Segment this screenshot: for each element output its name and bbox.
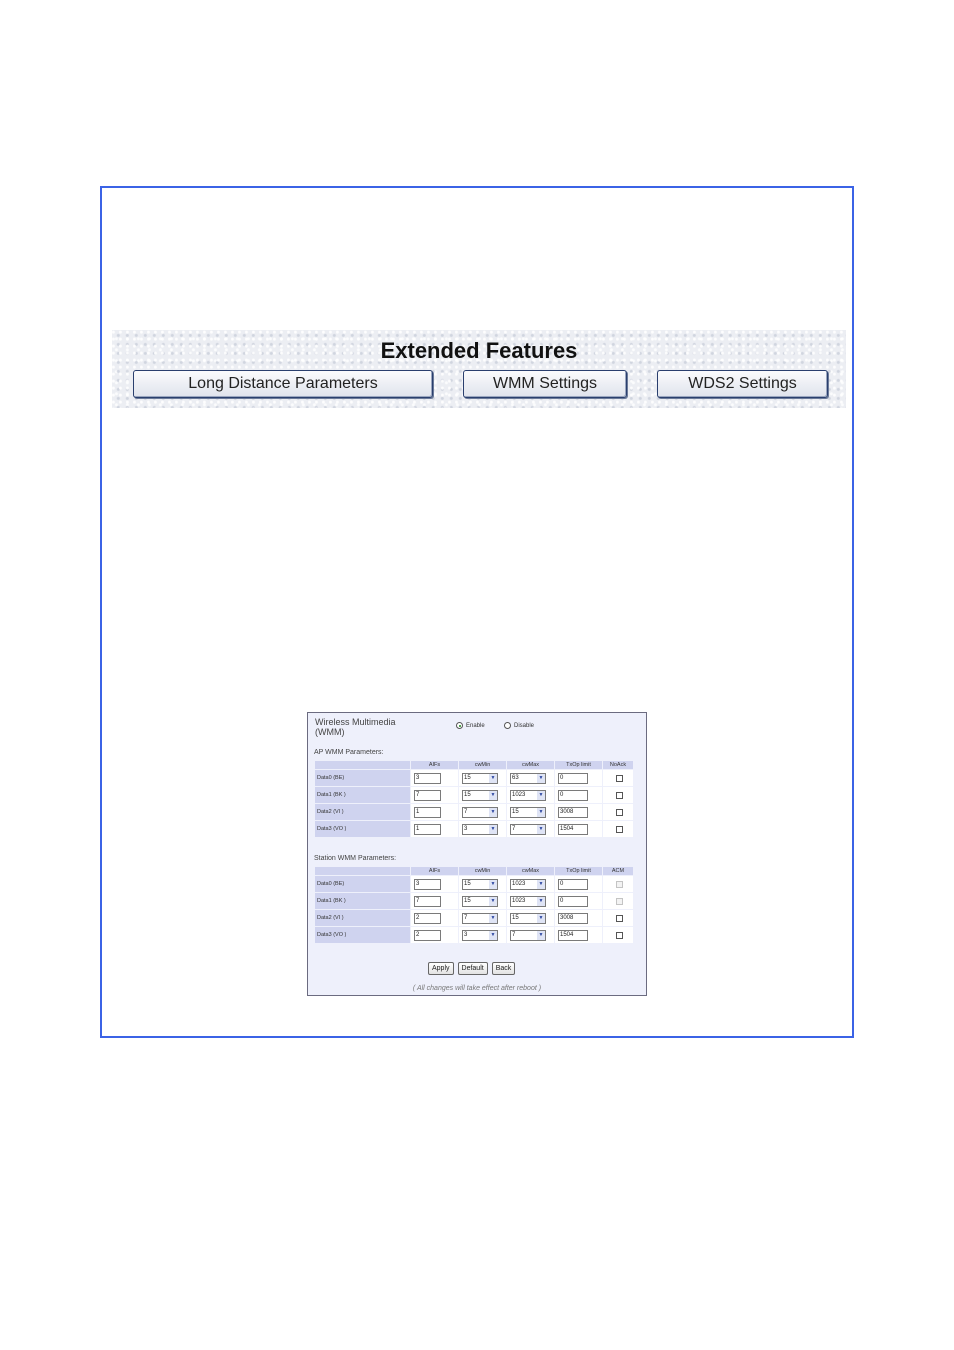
chevron-down-icon: ▼ (490, 825, 496, 832)
column-header: TxOp limit (555, 761, 602, 769)
txop-input[interactable]: 0 (558, 790, 588, 801)
wmm-title: Wireless Multimedia (WMM) (315, 717, 396, 737)
aifs-input[interactable]: 1 (414, 824, 441, 835)
action-buttons (428, 962, 515, 975)
txop-input[interactable]: 0 (558, 896, 588, 907)
extended-features-title: Extended Features (380, 338, 578, 363)
cwmin-value: 3 (464, 825, 468, 832)
ap-wmm-rows (315, 770, 633, 837)
column-header: cwMin (459, 761, 506, 769)
apply-button[interactable]: Apply (428, 962, 454, 975)
ap-wmm-table (314, 760, 634, 838)
row-label: Data0 (BE) (315, 770, 410, 786)
chevron-down-icon: ▼ (490, 791, 496, 798)
column-header (315, 867, 410, 875)
txop-input[interactable]: 0 (558, 879, 588, 890)
cwmax-select[interactable] (510, 879, 546, 890)
column-header: TxOp limit (555, 867, 602, 875)
cwmin-select[interactable] (462, 790, 498, 801)
enable-radio[interactable] (456, 722, 463, 729)
chevron-down-icon: ▼ (538, 880, 544, 887)
cwmax-value: 1023 (512, 897, 526, 904)
wmm-settings-button[interactable]: WMM Settings (463, 370, 627, 398)
row-label: Data3 (VO ) (315, 927, 410, 943)
column-header (315, 761, 410, 769)
chevron-down-icon: ▼ (538, 774, 544, 781)
chevron-down-icon: ▼ (490, 931, 496, 938)
enable-radio-option[interactable] (456, 722, 485, 729)
noack-checkbox[interactable] (616, 809, 623, 816)
table-row (315, 770, 633, 786)
chevron-down-icon: ▼ (490, 897, 496, 904)
cwmax-select[interactable] (510, 896, 546, 907)
table-row (315, 787, 633, 803)
aifs-input[interactable]: 2 (414, 913, 441, 924)
disable-radio[interactable] (504, 722, 511, 729)
cwmin-value: 15 (464, 897, 471, 904)
acm-checkbox (616, 898, 623, 905)
long-distance-parameters-button[interactable]: Long Distance Parameters (133, 370, 433, 398)
table-row (315, 876, 633, 892)
cwmax-value: 63 (512, 774, 519, 781)
chevron-down-icon: ▼ (490, 808, 496, 815)
back-button[interactable]: Back (492, 962, 516, 975)
txop-input[interactable]: 1504 (558, 824, 588, 835)
chevron-down-icon: ▼ (490, 914, 496, 921)
enable-label: Enable (466, 722, 485, 729)
cwmax-select[interactable] (510, 824, 546, 835)
wds2-settings-button[interactable]: WDS2 Settings (657, 370, 828, 398)
table-row (315, 927, 633, 943)
aifs-input[interactable]: 7 (414, 896, 441, 907)
chevron-down-icon: ▼ (538, 931, 544, 938)
cwmin-select[interactable] (462, 824, 498, 835)
txop-input[interactable]: 3008 (558, 807, 588, 818)
cwmin-select[interactable] (462, 930, 498, 941)
default-button[interactable]: Default (458, 962, 488, 975)
chevron-down-icon: ▼ (538, 791, 544, 798)
row-label: Data0 (BE) (315, 876, 410, 892)
cwmax-value: 7 (512, 931, 516, 938)
cwmax-select[interactable] (510, 913, 546, 924)
acm-checkbox[interactable] (616, 932, 623, 939)
table-row (315, 804, 633, 820)
station-wmm-rows (315, 876, 633, 943)
cwmin-select[interactable] (462, 879, 498, 890)
cwmin-value: 7 (464, 914, 468, 921)
chevron-down-icon: ▼ (538, 825, 544, 832)
noack-checkbox[interactable] (616, 826, 623, 833)
cwmax-select[interactable] (510, 790, 546, 801)
aifs-input[interactable]: 3 (414, 879, 441, 890)
station-wmm-table (314, 866, 634, 944)
column-header: cwMax (507, 867, 554, 875)
cwmax-select[interactable] (510, 773, 546, 784)
row-label: Data2 (VI ) (315, 910, 410, 926)
cwmin-select[interactable] (462, 913, 498, 924)
noack-checkbox[interactable] (616, 792, 623, 799)
row-label: Data1 (BK ) (315, 787, 410, 803)
row-label: Data2 (VI ) (315, 804, 410, 820)
disable-label: Disable (514, 722, 535, 729)
cwmin-value: 15 (464, 774, 471, 781)
column-header: cwMax (507, 761, 554, 769)
cwmin-select[interactable] (462, 896, 498, 907)
wmm-settings-panel (307, 712, 647, 996)
cwmax-value: 7 (512, 825, 516, 832)
chevron-down-icon: ▼ (538, 808, 544, 815)
column-header: cwMin (459, 867, 506, 875)
txop-input[interactable]: 1504 (558, 930, 588, 941)
acm-checkbox (616, 881, 623, 888)
cwmax-value: 1023 (512, 791, 526, 798)
table-row (315, 821, 633, 837)
disable-radio-option[interactable] (504, 722, 534, 729)
cwmin-select[interactable] (462, 773, 498, 784)
cwmax-value: 1023 (512, 880, 526, 887)
ap-wmm-parameters-label: AP WMM Parameters: (314, 749, 384, 756)
cwmin-value: 15 (464, 791, 471, 798)
row-label: Data3 (VO ) (315, 821, 410, 837)
aifs-input[interactable]: 1 (414, 807, 441, 818)
cwmin-value: 7 (464, 808, 468, 815)
cwmin-value: 3 (464, 931, 468, 938)
chevron-down-icon: ▼ (490, 774, 496, 781)
chevron-down-icon: ▼ (490, 880, 496, 887)
column-header: ACM (603, 867, 633, 875)
aifs-input[interactable]: 2 (414, 930, 441, 941)
aifs-input[interactable]: 7 (414, 790, 441, 801)
cwmin-value: 15 (464, 880, 471, 887)
cwmin-select[interactable] (462, 807, 498, 818)
chevron-down-icon: ▼ (538, 897, 544, 904)
cwmax-value: 15 (512, 914, 519, 921)
cwmax-select[interactable] (510, 930, 546, 941)
noack-checkbox[interactable] (616, 775, 623, 782)
figure-frame (100, 186, 854, 1038)
acm-checkbox[interactable] (616, 915, 623, 922)
row-label: Data1 (BK ) (315, 893, 410, 909)
column-header: AIFs (411, 761, 458, 769)
table-row (315, 910, 633, 926)
extended-features-panel (112, 330, 846, 408)
aifs-input[interactable]: 3 (414, 773, 441, 784)
cwmax-value: 15 (512, 808, 519, 815)
reboot-note: ( All changes will take effect after reboot ) (412, 985, 542, 992)
chevron-down-icon: ▼ (538, 914, 544, 921)
txop-input[interactable]: 3008 (558, 913, 588, 924)
table-row (315, 893, 633, 909)
cwmax-select[interactable] (510, 807, 546, 818)
column-header: AIFs (411, 867, 458, 875)
station-wmm-parameters-label: Station WMM Parameters: (314, 855, 397, 862)
txop-input[interactable]: 0 (558, 773, 588, 784)
column-header: NoAck (603, 761, 633, 769)
